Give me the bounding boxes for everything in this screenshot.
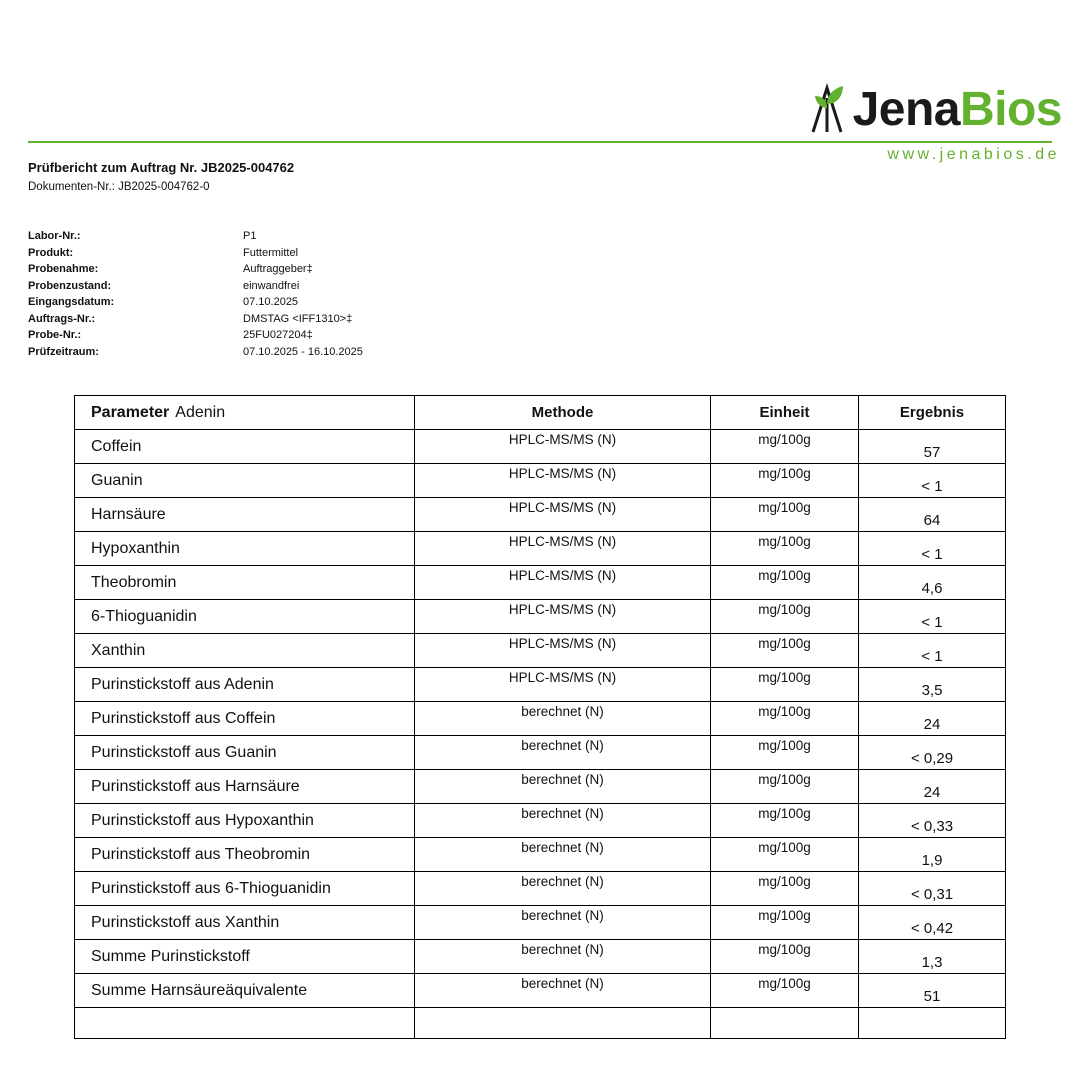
cell-methode: berechnet (N): [415, 770, 711, 803]
meta-row: [28, 278, 588, 295]
cell-parameter: Purinstickstoff aus Adenin: [75, 668, 415, 701]
table-row: [75, 532, 1005, 566]
table-row: [75, 940, 1005, 974]
column-header-ergebnis: Ergebnis: [899, 404, 965, 421]
cell-ergebnis: < 1: [921, 614, 943, 631]
cell-einheit: mg/100g: [711, 702, 859, 735]
website-url: www.jenabios.de: [887, 146, 1060, 163]
meta-value: Futtermittel: [243, 246, 299, 259]
cell-methode: HPLC-MS/MS (N): [415, 600, 711, 633]
cell-methode: berechnet (N): [415, 974, 711, 1007]
meta-label: Labor-Nr.:: [28, 230, 81, 242]
header-divider: [28, 141, 1052, 143]
table-row: [75, 804, 1005, 838]
results-table: [74, 395, 1006, 1039]
cell-methode: berechnet (N): [415, 736, 711, 769]
cell-parameter: [75, 1008, 415, 1038]
table-header-row: [75, 396, 1005, 430]
cell-ergebnis: < 1: [921, 478, 943, 495]
logo-word-bios: Bios: [959, 83, 1062, 136]
table-row: [75, 770, 1005, 804]
cell-ergebnis: 3,5: [921, 682, 943, 699]
table-row: [75, 1008, 1005, 1038]
meta-value: 07.10.2025: [243, 296, 299, 308]
cell-parameter: Theobromin: [75, 566, 415, 599]
cell-parameter: Xanthin: [75, 634, 415, 667]
document-header: [0, 0, 1080, 163]
cell-ergebnis: < 1: [921, 546, 943, 563]
cell-parameter: Purinstickstoff aus Theobromin: [75, 838, 415, 871]
cell-ergebnis: < 0,42: [910, 920, 954, 937]
meta-label: Probe-Nr.:: [28, 329, 82, 341]
cell-einheit: mg/100g: [711, 770, 859, 803]
cell-methode: HPLC-MS/MS (N): [415, 430, 711, 463]
cell-einheit: mg/100g: [711, 974, 859, 1007]
meta-row: [28, 327, 588, 344]
logo-wordmark: [852, 83, 1062, 136]
table-row: [75, 872, 1005, 906]
cell-ergebnis: 64: [923, 512, 941, 529]
cell-ergebnis: 1,9: [921, 852, 943, 869]
cell-methode: HPLC-MS/MS (N): [415, 634, 711, 667]
cell-parameter: 6-Thioguanidin: [75, 600, 415, 633]
meta-value: DMSTAG <IFF1310>‡: [243, 312, 353, 325]
cell-parameter: Summe Purinstickstoff: [75, 940, 415, 973]
cell-einheit: mg/100g: [711, 566, 859, 599]
cell-parameter: Summe Harnsäureäquivalente: [75, 974, 415, 1007]
cell-einheit: mg/100g: [711, 804, 859, 837]
table-row: [75, 736, 1005, 770]
column-header-parameter-extra: Adenin: [175, 403, 226, 421]
cell-einheit: mg/100g: [711, 906, 859, 939]
cell-einheit: mg/100g: [711, 872, 859, 905]
meta-label: Probenzustand:: [28, 279, 112, 292]
cell-einheit: mg/100g: [711, 634, 859, 667]
cell-methode: HPLC-MS/MS (N): [415, 498, 711, 531]
column-header-einheit: Einheit: [711, 396, 859, 429]
table-row: [75, 974, 1005, 1008]
cell-einheit: mg/100g: [711, 600, 859, 633]
cell-ergebnis: 57: [923, 444, 941, 461]
table-row: [75, 498, 1005, 532]
column-header-parameter: [75, 396, 415, 429]
table-row: [75, 838, 1005, 872]
cell-methode: HPLC-MS/MS (N): [415, 532, 711, 565]
column-header-parameter-label: Parameter: [91, 403, 170, 421]
sample-metadata: [28, 228, 588, 360]
cell-parameter: Purinstickstoff aus Harnsäure: [75, 770, 415, 803]
cell-einheit: mg/100g: [711, 464, 859, 497]
cell-einheit: mg/100g: [711, 498, 859, 531]
jenabios-logo: [807, 78, 1062, 134]
cell-methode: HPLC-MS/MS (N): [415, 464, 711, 497]
cell-methode: HPLC-MS/MS (N): [415, 668, 711, 701]
cell-einheit: mg/100g: [711, 532, 859, 565]
cell-einheit: mg/100g: [711, 940, 859, 973]
meta-row: [28, 311, 588, 328]
table-row: [75, 634, 1005, 668]
cell-parameter: Guanin: [75, 464, 415, 497]
cell-methode: HPLC-MS/MS (N): [415, 566, 711, 599]
cell-ergebnis: < 0,31: [910, 886, 954, 903]
meta-label: Prüfzeitraum:: [28, 345, 99, 358]
cell-parameter: Harnsäure: [75, 498, 415, 531]
meta-row: [28, 344, 588, 361]
page-title: Prüfbericht zum Auftrag Nr. JB2025-004762: [28, 160, 295, 175]
cell-parameter: Purinstickstoff aus Guanin: [75, 736, 415, 769]
table-row: [75, 702, 1005, 736]
table-row: [75, 464, 1005, 498]
cell-methode: berechnet (N): [415, 906, 711, 939]
meta-label: Auftrags-Nr.:: [28, 312, 96, 325]
meta-value: P1: [243, 230, 257, 242]
table-row: [75, 566, 1005, 600]
document-number: Dokumenten-Nr.: JB2025-004762-0: [28, 181, 210, 193]
cell-ergebnis: 24: [923, 784, 941, 801]
meta-row: [28, 294, 588, 311]
cell-ergebnis: 24: [923, 716, 941, 733]
cell-einheit: mg/100g: [711, 668, 859, 701]
cell-methode: berechnet (N): [415, 804, 711, 837]
cell-parameter: Coffein: [75, 430, 415, 463]
cell-einheit: mg/100g: [711, 430, 859, 463]
table-row: [75, 906, 1005, 940]
meta-value: einwandfrei: [243, 279, 300, 292]
meta-row: [28, 261, 588, 278]
cell-ergebnis: 4,6: [921, 580, 943, 597]
cell-parameter: Purinstickstoff aus Hypoxanthin: [75, 804, 415, 837]
table-row: [75, 668, 1005, 702]
cell-ergebnis: [859, 1008, 1005, 1038]
cell-ergebnis: < 0,29: [910, 750, 954, 767]
meta-label: Produkt:: [28, 246, 74, 259]
cell-methode: [415, 1008, 711, 1038]
cell-methode: berechnet (N): [415, 838, 711, 871]
meta-row: [28, 245, 588, 262]
cell-parameter: Purinstickstoff aus Xanthin: [75, 906, 415, 939]
leaf-icon: [807, 78, 849, 134]
cell-einheit: mg/100g: [711, 736, 859, 769]
column-header-methode: Methode: [415, 396, 711, 429]
meta-label: Eingangsdatum:: [28, 296, 115, 308]
cell-ergebnis: < 1: [921, 648, 943, 665]
table-row: [75, 600, 1005, 634]
meta-label: Probenahme:: [28, 263, 99, 275]
table-row: [75, 430, 1005, 464]
meta-row: [28, 228, 588, 245]
cell-methode: berechnet (N): [415, 702, 711, 735]
meta-value: 25FU027204‡: [243, 329, 313, 341]
logo-word-jena: Jena: [852, 83, 960, 136]
cell-einheit: [711, 1008, 859, 1038]
cell-parameter: Hypoxanthin: [75, 532, 415, 565]
cell-ergebnis: < 0,33: [910, 818, 954, 835]
meta-value: Auftraggeber‡: [243, 263, 313, 275]
meta-value: 07.10.2025 - 16.10.2025: [243, 345, 363, 358]
cell-einheit: mg/100g: [711, 838, 859, 871]
cell-ergebnis: 51: [923, 988, 941, 1005]
cell-methode: berechnet (N): [415, 940, 711, 973]
cell-ergebnis: 1,3: [921, 954, 943, 971]
cell-parameter: Purinstickstoff aus Coffein: [75, 702, 415, 735]
cell-methode: berechnet (N): [415, 872, 711, 905]
cell-parameter: Purinstickstoff aus 6-Thioguanidin: [75, 872, 415, 905]
